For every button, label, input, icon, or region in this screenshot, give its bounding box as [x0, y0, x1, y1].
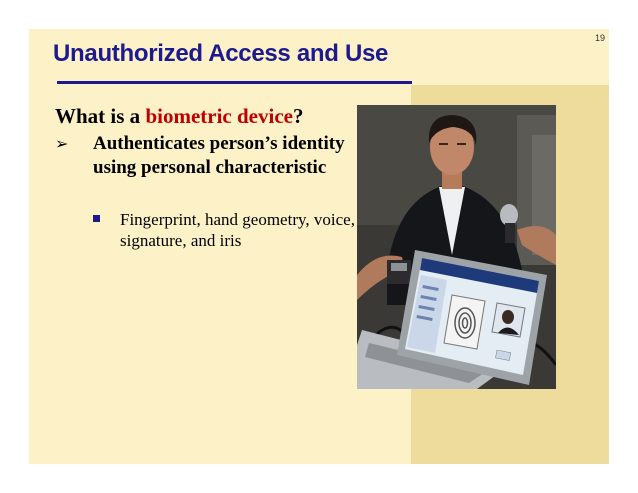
slide-title: Unauthorized Access and Use — [53, 40, 389, 67]
question-suffix: ? — [292, 104, 304, 128]
title-underline — [57, 81, 412, 84]
bullet-level-2-text: Fingerprint, hand geometry, voice, signature, and iris — [120, 210, 355, 250]
question-highlight: biometric device — [145, 104, 293, 128]
slide — [29, 29, 609, 464]
biometric-photo — [357, 105, 556, 389]
question-heading — [55, 104, 303, 129]
bullet-level-1-text: Authenticates person’s identity using personal characteristic — [93, 133, 345, 178]
question-prefix: What is a — [55, 104, 146, 128]
square-bullet-icon — [93, 215, 100, 222]
arrow-bullet-icon: ➢ — [55, 134, 69, 153]
page-number: 19 — [595, 33, 606, 43]
biometric-scene-illustration — [357, 105, 556, 389]
